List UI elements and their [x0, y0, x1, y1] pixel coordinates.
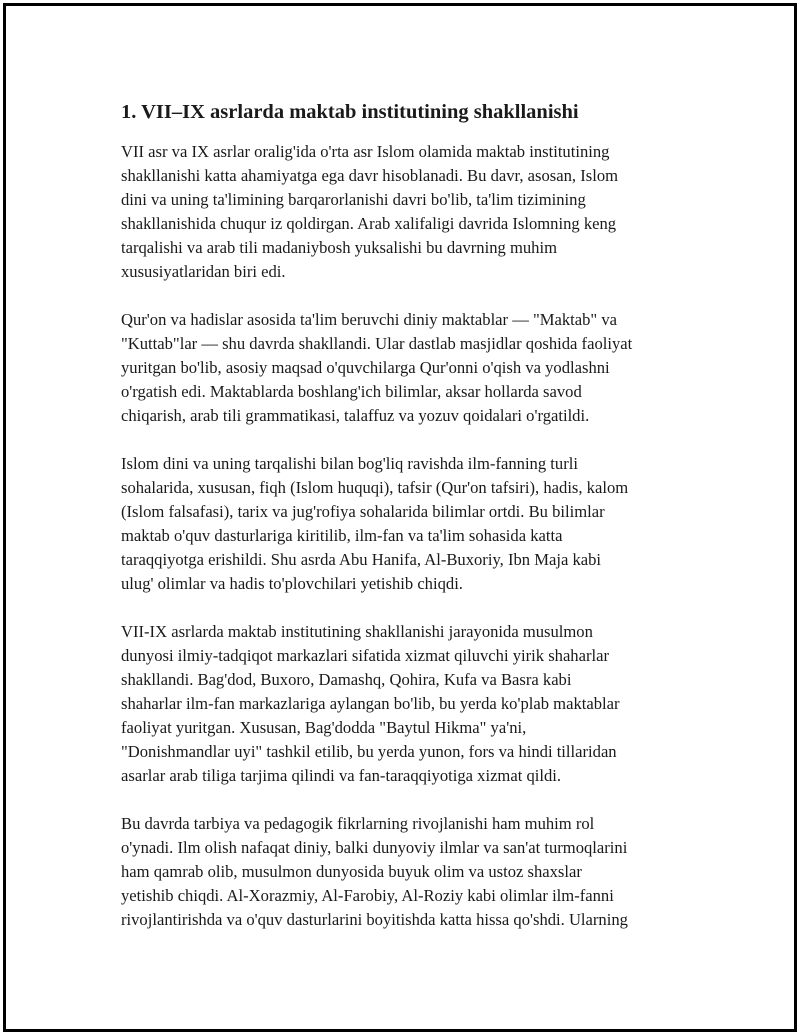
page-frame — [3, 3, 797, 1032]
paragraph-line: ulug' olimlar va hadis to'plovchilari yetishib chiqdi. — [121, 574, 463, 593]
paragraph-line: shakllandi. Bag'dod, Buxoro, Damashq, Qohira, Kufa va Basra kabi — [121, 670, 572, 689]
paragraph-line: dini va uning ta'limining barqarorlanishi davri bo'lib, ta'lim tizimining — [121, 190, 586, 209]
paragraph-line: "Kuttab"lar — shu davrda shakllandi. Ular dastlab masjidlar qoshida faoliyat — [121, 334, 633, 353]
paragraph-line: ham qamrab olib, musulmon dunyosida buyuk olim va ustoz shaxslar — [121, 862, 582, 881]
paragraph-line: chiqarish, arab tili grammatikasi, talaffuz va yozuv qoidalari o'rgatildi. — [121, 406, 590, 425]
paragraph-line: Bu davrda tarbiya va pedagogik fikrlarning rivojlanishi ham muhim rol — [121, 814, 595, 833]
paragraph-line: Qur'on va hadislar asosida ta'lim beruvchi diniy maktablar — "Maktab" va — [121, 310, 618, 329]
paragraph-line: dunyosi ilmiy-tadqiqot markazlari sifatida xizmat qiluvchi yirik shaharlar — [121, 646, 610, 665]
paragraph-line: tarqalishi va arab tili madaniybosh yuksalishi bu davrning muhim — [121, 238, 557, 257]
paragraph-line: asarlar arab tiliga tarjima qilindi va fan-taraqqiyotiga xizmat qildi. — [121, 766, 562, 785]
paragraph-line: VII asr va IX asrlar oralig'ida o'rta asr Islom olamida maktab institutining — [121, 142, 610, 161]
paragraph-line: "Donishmandlar uyi" tashkil etilib, bu yerda yunon, fors va hindi tillaridan — [121, 742, 617, 761]
paragraph-line: yuritgan bo'lib, asosiy maqsad o'quvchilarga Qur'onni o'qish va yodlashni — [121, 358, 610, 377]
paragraph-line: o'ynadi. Ilm olish nafaqat diniy, balki dunyoviy ilmlar va san'at turmoqlarini — [121, 838, 628, 857]
paragraph-line: shaharlar ilm-fan markazlariga aylangan bo'lib, bu yerda ko'plab maktablar — [121, 694, 620, 713]
paragraph — [121, 140, 696, 284]
paragraph-line: VII-IX asrlarda maktab institutining shakllanishi jarayonida musulmon — [121, 622, 593, 641]
paragraph-line: taraqqiyotga erishildi. Shu asrda Abu Hanifa, Al-Buxoriy, Ibn Maja kabi — [121, 550, 602, 569]
paragraph-line: (Islom falsafasi), tarix va jug'rofiya sohalarida bilimlar ortdi. Bu bilimlar — [121, 502, 605, 521]
paragraph-line: Islom dini va uning tarqalishi bilan bog'liq ravishda ilm-fanning turli — [121, 454, 578, 473]
paragraph — [121, 812, 696, 932]
paragraph-line: faoliyat yuritgan. Xususan, Bag'dodda "Baytul Hikma" ya'ni, — [121, 718, 527, 737]
document-body — [121, 98, 696, 956]
paragraph-line: shakllanishi katta ahamiyatga ega davr hisoblanadi. Bu davr, asosan, Islom — [121, 166, 619, 185]
paragraph-line: maktab o'quv dasturlariga kiritilib, ilm-fan va ta'lim sohasida katta — [121, 526, 563, 545]
section-heading: 1. VII–IX asrlarda maktab institutining shakllanishi — [121, 101, 579, 123]
paragraph-line: shakllanishida chuqur iz qoldirgan. Arab xalifaligi davrida Islomning keng — [121, 214, 617, 233]
paragraph — [121, 452, 696, 596]
paragraph-line: sohalarida, xususan, fiqh (Islom huquqi), tafsir (Qur'on tafsiri), hadis, kalom — [121, 478, 629, 497]
paragraph-line: xususiyatlaridan biri edi. — [121, 262, 286, 281]
paragraph-line: yetishib chiqdi. Al-Xorazmiy, Al-Farobiy, Al-Roziy kabi olimlar ilm-fanni — [121, 886, 614, 905]
paragraph-line: o'rgatish edi. Maktablarda boshlang'ich bilimlar, aksar hollarda savod — [121, 382, 582, 401]
paragraph — [121, 620, 696, 788]
paragraph-list — [121, 140, 696, 932]
paragraph-line: rivojlantirishda va o'quv dasturlarini boyitishda katta hissa qo'shdi. Ularning — [121, 910, 628, 929]
paragraph — [121, 308, 696, 428]
